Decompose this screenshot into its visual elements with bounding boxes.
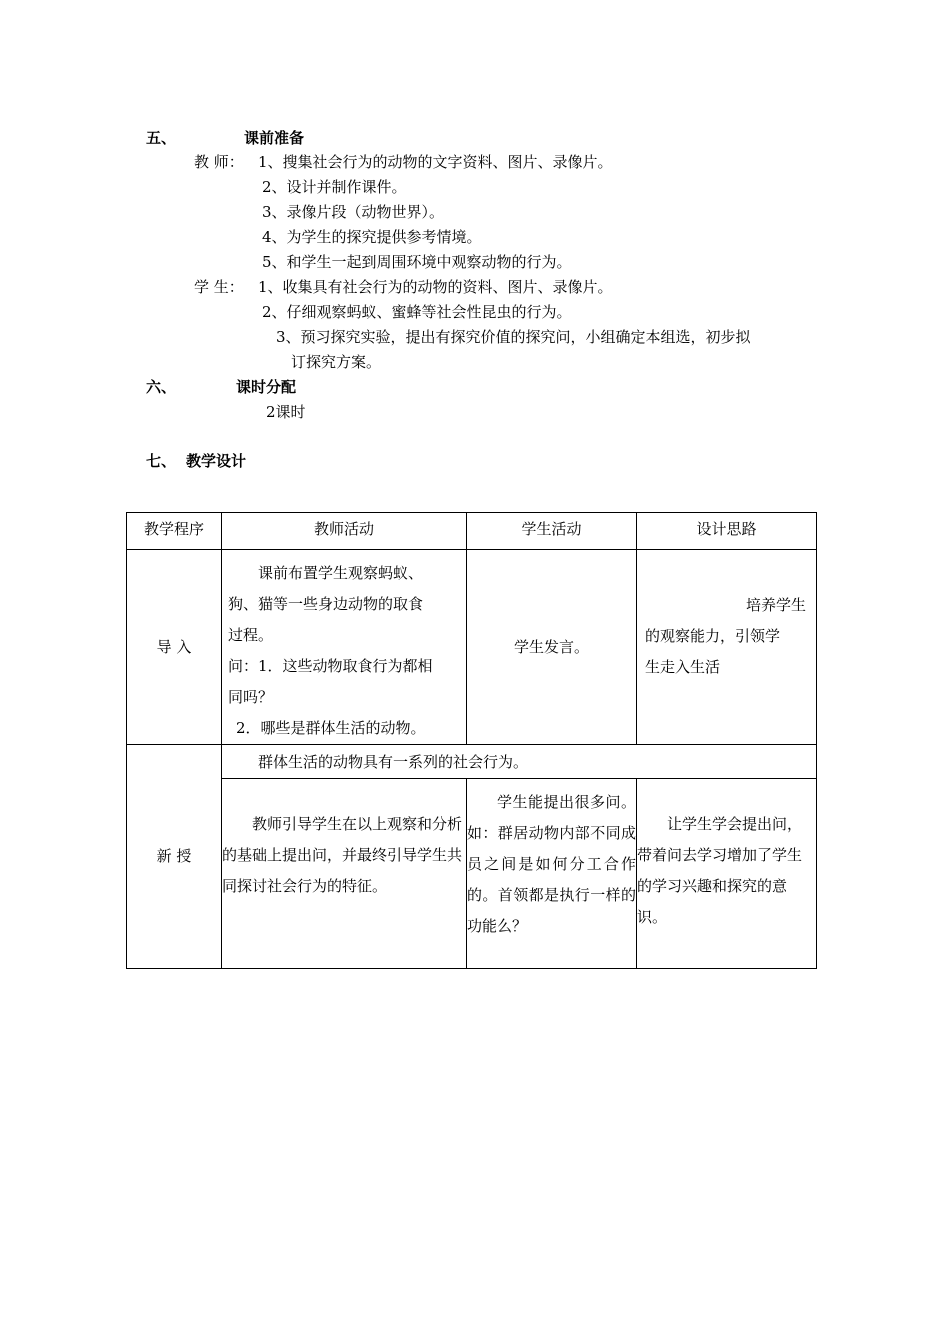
intro-student-activity: 学生发言。 bbox=[467, 550, 637, 745]
teacher-item-5: 5、和学生一起到周围环境中观察动物的行为。 bbox=[262, 253, 572, 271]
table-header-row bbox=[127, 513, 817, 550]
table-row-new-detail bbox=[127, 779, 817, 969]
stage-intro: 导 入 bbox=[127, 550, 222, 745]
section6-title: 课时分配 bbox=[236, 378, 297, 396]
table-row-new-summary bbox=[127, 745, 817, 779]
teacher-item-4: 4、为学生的探究提供参考情境。 bbox=[262, 228, 482, 246]
class-hours: 2课时 bbox=[266, 403, 306, 421]
teaching-design-table bbox=[126, 512, 817, 969]
section7-title: 教学设计 bbox=[186, 452, 247, 470]
new-design: 让学生学会提出问，带着问去学习增加了学生的学习兴趣和探究的意识。 bbox=[637, 779, 817, 969]
student-item-3-cont: 订探究方案。 bbox=[291, 353, 382, 371]
student-item-3: 3、预习探究实验，提出有探究价值的探究问，小组确定本组选，初步拟 bbox=[276, 328, 751, 346]
section5-number: 五、 bbox=[146, 129, 177, 147]
table-row-intro bbox=[127, 550, 817, 745]
intro-design: 培养学生 的观察能力，引领学 生走入生活 bbox=[637, 550, 817, 745]
section5-title: 课前准备 bbox=[244, 129, 305, 147]
stage-new: 新 授 bbox=[127, 745, 222, 969]
intro-teacher-activity: 课前布置学生观察蚂蚁、 狗、猫等一些身边动物的取食 过程。 问：1．这些动物取食行为都相 同吗？ 2．哪些是群体生活的动物。 bbox=[222, 550, 467, 745]
new-student-activity: 学生能提出很多问。如：群居动物内部不同成员之间是如何分工合作的。首领都是执行一样的功能么？ bbox=[467, 779, 637, 969]
section7-number: 七、 bbox=[146, 452, 177, 470]
student-item-2: 2、仔细观察蚂蚁、蜜蜂等社会性昆虫的行为。 bbox=[262, 303, 572, 321]
student-label: 学 生： bbox=[194, 278, 244, 296]
header-design: 设计思路 bbox=[637, 513, 817, 550]
header-teacher: 教师活动 bbox=[222, 513, 467, 550]
student-item-1: 1、收集具有社会行为的动物的资料、图片、录像片。 bbox=[258, 278, 613, 296]
header-student: 学生活动 bbox=[467, 513, 637, 550]
new-teacher-activity: 教师引导学生在以上观察和分析的基础上提出问，并最终引导学生共同探讨社会行为的特征。 bbox=[222, 779, 467, 969]
teacher-item-1: 1、搜集社会行为的动物的文字资料、图片、录像片。 bbox=[258, 153, 613, 171]
teacher-item-3: 3、录像片段（动物世界）。 bbox=[262, 203, 445, 221]
header-stage: 教学程序 bbox=[127, 513, 222, 550]
teacher-label: 教 师： bbox=[194, 153, 244, 171]
section6-number: 六、 bbox=[146, 378, 177, 396]
teacher-item-2: 2、设计并制作课件。 bbox=[262, 178, 407, 196]
new-summary: 群体生活的动物具有一系列的社会行为。 bbox=[222, 745, 817, 779]
